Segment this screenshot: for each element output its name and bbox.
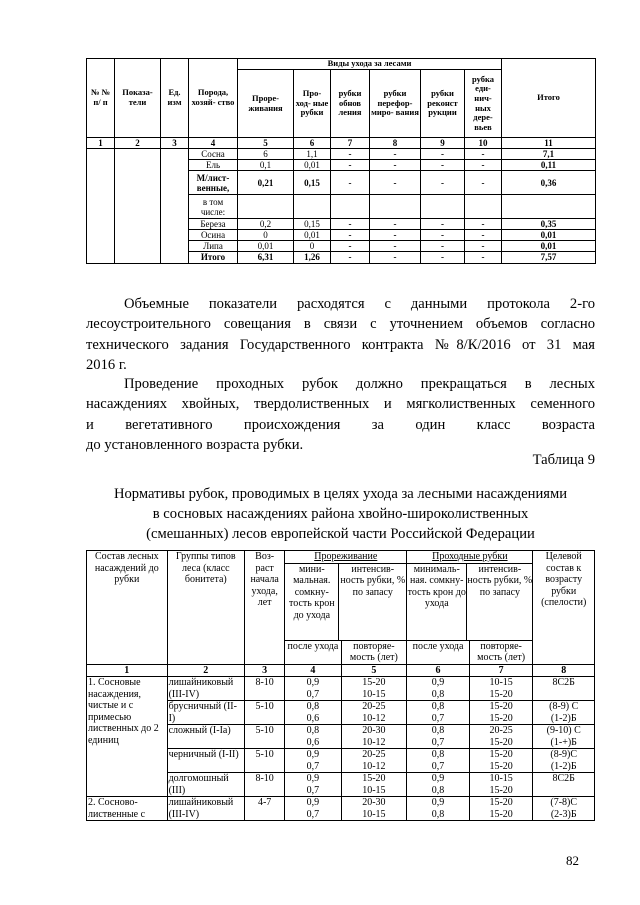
table-title: [86, 484, 595, 544]
header-total: Итого: [502, 59, 596, 138]
header-reform-cuts: рубки перефор- миро- вания: [370, 70, 421, 138]
text-line: технического задания Государственного контракта №8/К/2016 от 31 мая: [86, 336, 595, 353]
value-cell-c6: [407, 773, 470, 797]
cell-line: 0,8: [431, 688, 445, 700]
species-cell: Сосна: [189, 149, 238, 160]
cell-line: 15-20: [489, 712, 513, 724]
value-renewal-cuts: -: [331, 160, 370, 171]
value-cell-c8: [533, 701, 595, 725]
value-cell-c4: [285, 797, 341, 821]
value-total: 0,11: [502, 160, 596, 171]
header-repeat-thinning: повторяе- мость (лет): [341, 640, 407, 664]
header-min-density-thinning: мини- мальная. сомкну- тость крон до ухода: [285, 564, 339, 640]
value-passing-cuts: 0,01: [294, 160, 331, 171]
cell-line: 0,8: [431, 808, 445, 820]
header-target-composition: Целевой состав к возрасту рубки (спелости): [533, 551, 595, 665]
value-single-tree-cuts: -: [465, 241, 502, 252]
value-passing-cuts: 0: [294, 241, 331, 252]
value-cell-c7: [469, 749, 533, 773]
cell-line: 0,8: [306, 701, 320, 712]
cell-line: 20-25: [489, 725, 513, 736]
value-thinning: 0,1: [238, 160, 294, 171]
cell-line: 0,8: [431, 725, 445, 736]
value-thinning: 6: [238, 149, 294, 160]
col-number: 2: [115, 138, 161, 149]
value-cell-c6: [407, 797, 470, 821]
text-line: лесоустроительного совещания в связи с уточнением объемов согласно: [86, 316, 595, 333]
header-repeat-passing: повторяе- мость (лет): [469, 640, 533, 664]
species-cell: Осина: [189, 230, 238, 241]
forest-group-cell: лишайниковый (III-IV): [167, 677, 244, 701]
cell-line: 0,7: [306, 760, 320, 772]
cell-line: 10-12: [362, 736, 386, 748]
cell-line: 15-20: [489, 808, 513, 820]
forest-group-cell: черничный (I-II): [167, 749, 244, 773]
cell-line: (9-10) С: [546, 725, 581, 736]
value-total: 7,1: [502, 149, 596, 160]
col-number: 10: [465, 138, 502, 149]
value-single-tree-cuts: -: [465, 230, 502, 241]
header-num: № № п/ п: [87, 59, 115, 138]
header-start-age: Воз- раст начала ухода, лет: [245, 551, 285, 665]
title-line: в сосновых насаждениях района хвойно-широколиственных: [152, 506, 529, 522]
header-reconstruction-cuts: рубки реконст рукции: [421, 70, 465, 138]
value-cell-c6: [407, 725, 470, 749]
value-single-tree-cuts: -: [465, 171, 502, 195]
value-renewal-cuts: -: [331, 241, 370, 252]
value-reconstruction-cuts: -: [421, 230, 465, 241]
species-cell: Береза: [189, 219, 238, 230]
column-numbers-row: [87, 664, 595, 677]
value-renewal-cuts: [331, 195, 370, 219]
start-age-cell: 8-10: [245, 773, 285, 797]
value-cell-c7: [469, 725, 533, 749]
value-cell-c4: [285, 677, 341, 701]
cell-line: 0,7: [431, 760, 445, 772]
value-reform-cuts: -: [370, 171, 421, 195]
value-reconstruction-cuts: -: [421, 219, 465, 230]
value-thinning: 0: [238, 230, 294, 241]
value-cell-c7: [469, 797, 533, 821]
header-min-density-passing: минималь- ная. сомкну- тость крон до ухода: [407, 564, 467, 640]
header-passing-cuts: Про- ход- ные рубки: [294, 70, 331, 138]
col-number: 6: [407, 664, 470, 677]
value-reform-cuts: -: [370, 241, 421, 252]
value-cell-c8: [533, 797, 595, 821]
cell-line: 15-20: [489, 760, 513, 772]
title-line: Нормативы рубок, проводимых в целях ухода за лесными насаждениями: [113, 486, 568, 502]
value-reform-cuts: -: [370, 219, 421, 230]
cell-line: 0,7: [431, 712, 445, 724]
table-row: [87, 677, 595, 701]
cell-line: 8С2Б: [552, 677, 575, 688]
header-composition: Состав лесных насаждений до рубки: [87, 551, 168, 665]
value-cell-c6: [407, 701, 470, 725]
header-intensity-passing: интенсив- ность рубки, % по запасу: [467, 563, 533, 598]
cell-line: 15-20: [489, 797, 513, 808]
cell-line: 0,8: [431, 701, 445, 712]
value-reconstruction-cuts: -: [421, 241, 465, 252]
value-total: 7,57: [502, 252, 596, 263]
cell-line: 0,7: [306, 808, 320, 820]
text-line: Проведение проходных рубок должно прекращаться в лесных: [124, 376, 595, 392]
header-thinning: [285, 551, 407, 641]
col-number: 5: [341, 664, 407, 677]
value-single-tree-cuts: -: [465, 252, 502, 263]
header-indicator: Показа- тели: [115, 59, 161, 138]
value-cell-c4: [285, 749, 341, 773]
col-number: 7: [331, 138, 370, 149]
cell-line: 0,7: [306, 688, 320, 700]
table-label: Таблица 9: [532, 452, 595, 468]
col-number: 3: [161, 138, 189, 149]
cell-line: 0,7: [306, 784, 320, 796]
cell-line: 10-15: [362, 808, 386, 820]
value-total: 0,01: [502, 241, 596, 252]
value-thinning: 0,2: [238, 219, 294, 230]
value-single-tree-cuts: [465, 195, 502, 219]
value-passing-cuts: 1,26: [294, 252, 331, 263]
cell-line: (8-9)С: [550, 749, 578, 760]
col-number: 8: [533, 664, 595, 677]
cell-line: 15-20: [362, 677, 386, 688]
cell-line: (1-+)Б: [550, 736, 577, 748]
header-single-tree-cuts: рубка еди- нич- ных дере- вьев: [465, 70, 502, 138]
value-renewal-cuts: -: [331, 252, 370, 263]
cell-line: 20-30: [362, 725, 386, 736]
col-number: 7: [469, 664, 533, 677]
cell-line: 10-15: [362, 688, 386, 700]
cell-line: (2-3)Б: [550, 808, 577, 820]
col-number: 6: [294, 138, 331, 149]
col-number: 5: [238, 138, 294, 149]
header-thinning-title: Прореживание: [314, 551, 378, 562]
cell-line: 10-15: [489, 677, 513, 688]
col-number: 3: [245, 664, 285, 677]
cell-line: 0,9: [306, 677, 320, 688]
paragraph-volume-notes: [86, 294, 595, 375]
text-line: до установленного возраста рубки.: [86, 436, 304, 453]
cell-line: [534, 785, 593, 796]
forest-group-cell: сложный (I-Ia): [167, 725, 244, 749]
species-cell: Итого: [189, 252, 238, 263]
cell-line: (1-2)Б: [550, 712, 577, 724]
cell-line: 10-15: [362, 784, 386, 796]
start-age-cell: 5-10: [245, 725, 285, 749]
value-cell-c5: [341, 701, 407, 725]
header-care-types: Виды ухода за лесами: [238, 59, 502, 70]
value-cell-c5: [341, 773, 407, 797]
value-total: [502, 195, 596, 219]
value-thinning: [238, 195, 294, 219]
value-cell-c4: [285, 725, 341, 749]
value-cell-c7: [469, 773, 533, 797]
value-cell-c7: [469, 701, 533, 725]
value-renewal-cuts: -: [331, 171, 370, 195]
species-cell: М/лист- венные,: [189, 171, 238, 195]
col-number: 11: [502, 138, 596, 149]
cell-line: 15-20: [489, 736, 513, 748]
cell-line: 15-20: [489, 688, 513, 700]
column-numbers-row: [87, 138, 596, 149]
page-number: 82: [566, 853, 579, 868]
cell-line: (8-9) С: [549, 701, 579, 712]
cell-line: 15-20: [362, 773, 386, 784]
cell-line: 20-25: [362, 749, 386, 760]
cell-line: 0,9: [431, 797, 445, 808]
start-age-cell: 8-10: [245, 677, 285, 701]
cell-line: 0,8: [306, 725, 320, 736]
text-line: 2016 г.: [86, 356, 127, 373]
value-single-tree-cuts: -: [465, 219, 502, 230]
value-thinning: 0,21: [238, 171, 294, 195]
cell-line: 0,9: [431, 677, 445, 688]
value-cell-c5: [341, 797, 407, 821]
value-renewal-cuts: -: [331, 230, 370, 241]
value-reconstruction-cuts: -: [421, 171, 465, 195]
value-renewal-cuts: -: [331, 149, 370, 160]
cell-line: 0,9: [431, 773, 445, 784]
value-reconstruction-cuts: [421, 195, 465, 219]
value-passing-cuts: 0,01: [294, 230, 331, 241]
header-forest-groups: Группы типов леса (класс бонитета): [167, 551, 244, 665]
forest-group-cell: долгомошный (III): [167, 773, 244, 797]
start-age-cell: 4-7: [245, 797, 285, 821]
header-unit: Ед. изм: [161, 59, 189, 138]
forest-group-cell: лишайниковый (III-IV): [167, 797, 244, 821]
value-reform-cuts: -: [370, 252, 421, 263]
col-number: 9: [421, 138, 465, 149]
value-cell-c5: [341, 749, 407, 773]
cell-line: 15-20: [489, 749, 513, 760]
composition-cell: 1. Сосновые насаждения, чистые и с примесью лиственных до 2 единиц: [87, 677, 168, 797]
value-total: 0,01: [502, 230, 596, 241]
header-after-care-thinning: после ухода: [285, 640, 341, 664]
composition-cell: 2. Сосново- лиственные с: [87, 797, 168, 821]
cell-line: 10-12: [362, 760, 386, 772]
value-total: 0,35: [502, 219, 596, 230]
species-cell: Липа: [189, 241, 238, 252]
cell-line: 0,8: [431, 784, 445, 796]
cell-line: 8С2Б: [552, 773, 575, 784]
value-single-tree-cuts: -: [465, 149, 502, 160]
value-passing-cuts: [294, 195, 331, 219]
value-cell-c4: [285, 773, 341, 797]
header-renewal-cuts: рубки обнов ления: [331, 70, 370, 138]
value-reform-cuts: -: [370, 149, 421, 160]
col-number: 1: [87, 138, 115, 149]
value-reconstruction-cuts: -: [421, 149, 465, 160]
value-renewal-cuts: -: [331, 219, 370, 230]
cell-line: 15-20: [489, 701, 513, 712]
value-cell-c8: [533, 773, 595, 797]
empty-cell-indicator: [115, 149, 161, 263]
cell-line: 20-25: [362, 701, 386, 712]
species-cell: в том числе:: [189, 195, 238, 219]
text-line: Объемные показатели расходятся с данными протокола 2-го: [124, 296, 595, 312]
col-number: 4: [285, 664, 341, 677]
value-cell-c8: [533, 725, 595, 749]
table-row: [87, 149, 596, 160]
species-cell: Ель: [189, 160, 238, 171]
value-cell-c4: [285, 701, 341, 725]
cell-line: 0,6: [306, 712, 320, 724]
value-cell-c5: [341, 677, 407, 701]
title-line: (смешанных) лесов европейской части Российской Федерации: [146, 526, 535, 542]
cell-line: 10-12: [362, 712, 386, 724]
value-reform-cuts: [370, 195, 421, 219]
value-passing-cuts: 1,1: [294, 149, 331, 160]
value-cell-c5: [341, 725, 407, 749]
cell-line: 15-20: [489, 784, 513, 796]
col-number: 1: [87, 664, 168, 677]
header-after-care-passing: после ухода: [407, 640, 470, 664]
start-age-cell: 5-10: [245, 701, 285, 725]
value-reconstruction-cuts: -: [421, 252, 465, 263]
text-line: насаждениях хвойных, твердолиственных и мягколиственных семенного: [86, 396, 595, 413]
cell-line: 0,6: [306, 736, 320, 748]
empty-cell-num: [87, 149, 115, 263]
value-reconstruction-cuts: -: [421, 160, 465, 171]
value-cell-c8: [533, 677, 595, 701]
value-thinning: 6,31: [238, 252, 294, 263]
header-species: Порода, хозяй- ство: [189, 59, 238, 138]
cell-line: 0,9: [306, 797, 320, 808]
cell-line: 10-15: [489, 773, 513, 784]
cell-line: 0,9: [306, 773, 320, 784]
header-intensity-thinning: интенсив- ность рубки, % по запасу: [340, 563, 406, 598]
value-reform-cuts: -: [370, 230, 421, 241]
cutting-norms-table: [86, 550, 595, 821]
cell-line: 20-30: [362, 797, 386, 808]
value-passing-cuts: 0,15: [294, 171, 331, 195]
value-cell-c6: [407, 677, 470, 701]
cell-line: [534, 689, 593, 700]
start-age-cell: 5-10: [245, 749, 285, 773]
value-total: 0,36: [502, 171, 596, 195]
empty-cell-unit: [161, 149, 189, 263]
header-thinning: Проре- живания: [238, 70, 294, 138]
value-cell-c7: [469, 677, 533, 701]
header-passing-cuts: [407, 551, 533, 641]
cell-line: 0,8: [431, 749, 445, 760]
value-cell-c6: [407, 749, 470, 773]
cell-line: (7-8)С: [550, 797, 578, 808]
value-reform-cuts: -: [370, 160, 421, 171]
text-line: и вегетативного происхождения за один класс возраста: [86, 416, 595, 433]
value-cell-c8: [533, 749, 595, 773]
header-passing-title: Проходные рубки: [432, 551, 508, 562]
table-row: [87, 797, 595, 821]
cell-line: 0,9: [306, 749, 320, 760]
value-thinning: 0,01: [238, 241, 294, 252]
cell-line: (1-2)Б: [550, 760, 577, 772]
value-passing-cuts: 0,15: [294, 219, 331, 230]
col-number: 2: [167, 664, 244, 677]
col-number: 4: [189, 138, 238, 149]
forest-care-volumes-table: [86, 58, 596, 264]
value-single-tree-cuts: -: [465, 160, 502, 171]
cell-line: 0,7: [431, 736, 445, 748]
col-number: 8: [370, 138, 421, 149]
paragraph-passing-cuts: [86, 374, 595, 455]
forest-group-cell: брусничный (II-I): [167, 701, 244, 725]
